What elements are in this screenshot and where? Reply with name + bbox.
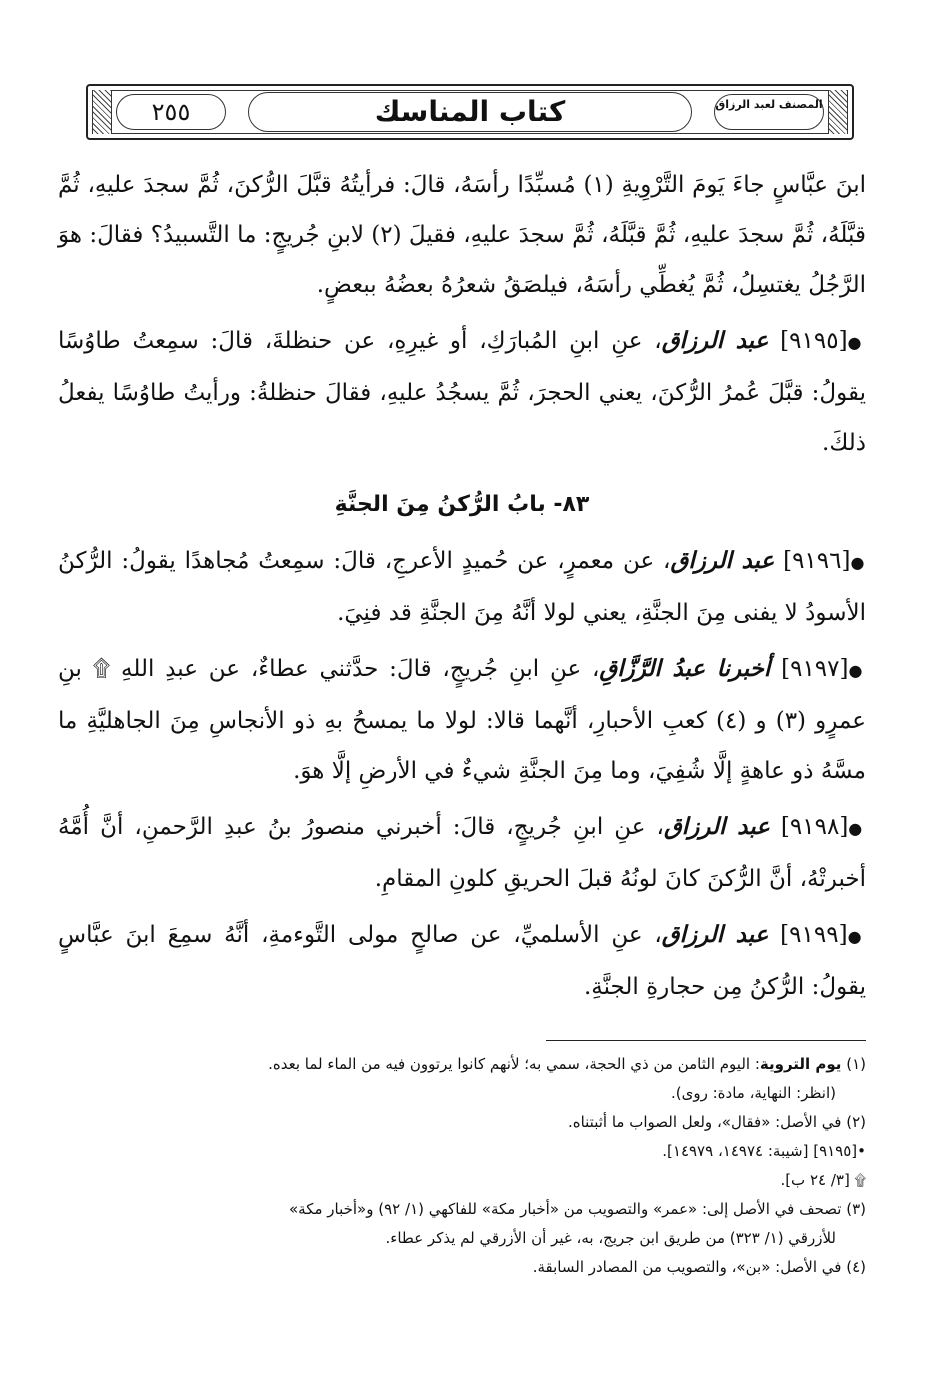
footnote-3-continuation: للأزرقي (١/ ٣٢٣) من طريق ابن جريج، به، غير أن الأزرقي لم يذكر عطاء. — [385, 1229, 836, 1247]
footnote-term: يوم التروية — [759, 1055, 842, 1073]
page-number: ٢٥٥ — [116, 94, 226, 130]
paragraph-continuation: ابنَ عبَّاسٍ جاءَ يَومَ التَّرْوِيةِ (١) مُسبِّدًا رأسَهُ، قالَ: فرأيتُهُ قبَّلَ الرُّكنَ، ثُمَّ سجدَ عليهِ، ثُمَّ قبَّلَهُ، ثُمَّ سجدَ عليهِ، ثُمَّ قبَّلَهُ، ثُمَّ سجدَ عليهِ، فقيلَ (٢) لابنِ جُريجٍ: ما التَّسبيدُ؟ فقالَ: هوَ الرَّجُلُ يغتسِلُ، ثُمَّ يُغطِّي رأسَهُ، فيلصَقُ شعرُهُ بعضُهُ ببعضٍ. — [58, 172, 866, 298]
bullet-icon: ● — [848, 661, 866, 680]
bullet-icon: ● — [847, 927, 866, 946]
hadith-9197 — [58, 644, 866, 796]
hadith-number: [٩١٩٩] — [780, 922, 848, 948]
footnote-1 — [58, 1050, 866, 1079]
hadith-text: ، عنِ ابنِ جُريجٍ، قالَ: حدَّثني عطاءٌ، عن عبدِ اللهِ ۩ بنِ عمرٍو (٣) و (٤) كعبِ الأحبارِ، أنَّهما قالا: لولا ما يمسحُ بهِ ذو الأنجاسِ مِنَ الجاهليَّةِ ما مسَّهُ ذو عاهةٍ إلَّا شُفِيَ، وما مِنَ الجنَّةِ شيءٌ في الأرضِ إلَّا هوَ. — [58, 656, 866, 784]
hadith-text: ، عنِ ابنِ المُبارَكِ، أو غيرِهِ، عن حنظلةَ، قالَ: سمِعتُ طاوُسًا يقولُ: قبَّلَ عُمرُ الرُّكنَ، يعني الحجرَ، ثُمَّ يسجُدُ عليهِ، فقالَ حنظلةُ: ورأيتُ طاوُسًا يفعلُ ذلكَ. — [58, 328, 866, 456]
hadith-number: [٩١٩٦] — [783, 548, 851, 574]
hadith-isnad: عبد الرزاق — [670, 547, 775, 574]
hadith-text: ، عنِ ابنِ جُريجٍ، قالَ: أخبرني منصورُ بنُ عبدِ الرَّحمنِ، أنَّ أُمَّهُ أخبرتْهُ، أنَّ الرُّكنَ كانَ لونُهُ قبلَ الحريقِ كلونِ المقامِ. — [58, 814, 866, 892]
footnote-folio: ۩ [٣/ ٢٤ ب]. — [780, 1171, 866, 1189]
footnote-hadith-9195: •[٩١٩٥] [شيبة: ١٤٩٧٤، ١٤٩٧٩]. — [662, 1142, 866, 1160]
hadith-number: [٩١٩٧] — [781, 656, 849, 682]
hadith-isnad: أخبرنا عبدُ الرَّزَّاقِ — [599, 655, 771, 682]
page-header — [86, 84, 854, 140]
chapter-heading: ٨٣- بابُ الرُّكنُ مِنَ الجنَّةِ — [334, 492, 590, 517]
book-title: كتاب المناسك — [248, 92, 692, 132]
footnote-2: (٢) في الأصل: «فقال»، ولعل الصواب ما أثبتناه. — [567, 1113, 866, 1131]
hadith-isnad: عبد الرزاق — [661, 921, 769, 948]
bullet-icon: ● — [850, 553, 866, 572]
footnote-divider — [546, 1040, 866, 1041]
hadith-isnad: عبد الرزاق — [661, 327, 769, 354]
left-ornament — [92, 90, 112, 134]
hadith-isnad: عبد الرزاق — [663, 813, 770, 840]
hadith-number: [٩١٩٨] — [780, 814, 849, 840]
footnote-3: (٣) تصحف في الأصل إلى: «عمر» والتصويب من «أخبار مكة» للفاكهي (١/ ٩٢) و«أخبار مكة» — [288, 1200, 866, 1218]
hadith-9198 — [58, 802, 866, 904]
hadith-text: ، عنِ الأسلميِّ، عن صالحٍ مولى التَّوءمةِ، أنَّهُ سمِعَ ابنَ عبَّاسٍ يقولُ: الرُّكنُ مِن حجارةِ الجنَّةِ. — [58, 922, 866, 1000]
hadith-9199 — [58, 910, 866, 1012]
bullet-icon: ● — [847, 333, 866, 352]
hadith-text: ، عن معمرٍ، عن حُميدٍ الأعرجِ، قالَ: سمِعتُ مُجاهدًا يقولُ: الرُّكنُ الأسودُ لا يفنى مِنَ الجنَّةِ، يعني لولا أنَّهُ مِنَ الجنَّةِ قد فنِيَ. — [58, 548, 866, 626]
right-ornament — [828, 90, 848, 134]
main-text — [58, 160, 866, 1018]
hadith-number: [٩١٩٥] — [780, 328, 848, 354]
footnote-text: : اليوم الثامن من ذي الحجة، سمي به؛ لأنهم كانوا يرتوون فيه من الماء لما بعده. — [268, 1055, 760, 1073]
footnotes — [58, 1050, 866, 1282]
footnote-1-reference: (انظر: النهاية، مادة: روى). — [671, 1084, 836, 1102]
bullet-icon: ● — [848, 819, 866, 838]
hadith-9196 — [58, 536, 866, 638]
footnote-number: (١) — [846, 1055, 866, 1073]
publisher-logo: المصنف لعبد الرزاق — [714, 94, 824, 130]
footnote-4: (٤) في الأصل: «بن»، والتصويب من المصادر السابقة. — [532, 1258, 866, 1276]
hadith-9195 — [58, 316, 866, 468]
